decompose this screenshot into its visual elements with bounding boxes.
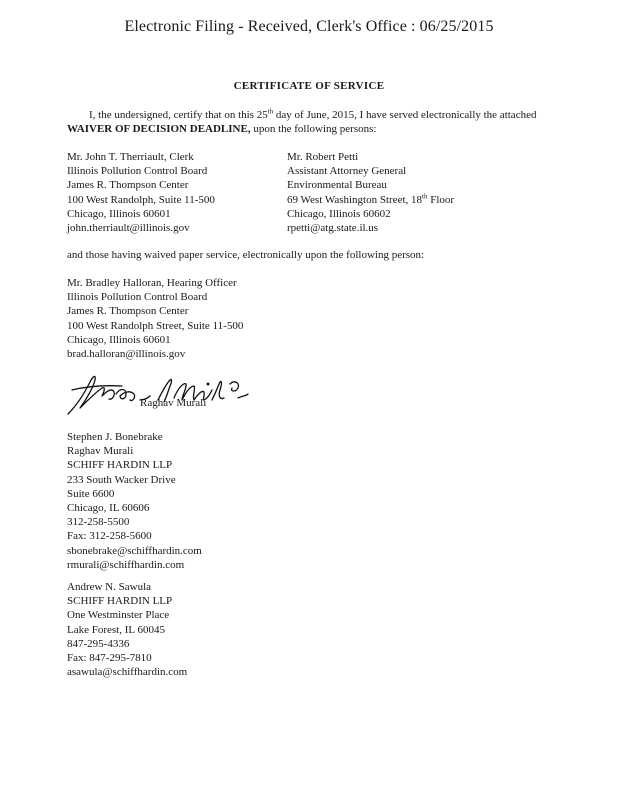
address-line: Environmental Bureau: [287, 179, 387, 192]
signer-name: Raghav Murali: [140, 397, 207, 409]
counsel-line: 847-295-4336: [67, 637, 130, 650]
recipient-attorney-general: [287, 150, 454, 235]
counsel-line: Raghav Murali: [67, 445, 134, 458]
address-line: [287, 193, 454, 207]
address-line: 100 West Randolph, Suite 11-500: [67, 193, 215, 206]
floor-text: Floor: [427, 193, 455, 206]
counsel-line: 233 South Wacker Drive: [67, 473, 176, 486]
recipient-hearing-officer: [67, 276, 243, 361]
address-line: Illinois Pollution Control Board: [67, 165, 208, 178]
counsel-line: Fax: 312-258-5600: [67, 530, 152, 543]
counsel-line: One Westminster Place: [67, 609, 170, 622]
email-line: sbonebrake@schiffhardin.com: [67, 544, 202, 557]
address-line: Mr. Robert Petti: [287, 151, 359, 163]
document-title: CERTIFICATE OF SERVICE: [233, 80, 385, 92]
address-line: James R. Thompson Center: [67, 305, 189, 318]
counsel-line: Suite 6600: [67, 487, 115, 500]
address-line: Chicago, Illinois 60602: [287, 207, 391, 220]
email-line: john.therriault@illinois.gov: [67, 222, 190, 235]
counsel-block-lake-forest: [67, 580, 187, 679]
address-line: James R. Thompson Center: [67, 179, 189, 192]
counsel-line: SCHIFF HARDIN LLP: [67, 459, 173, 472]
email-line: rpetti@atg.state.il.us: [287, 222, 379, 235]
counsel-line: Stephen J. Bonebrake: [67, 431, 163, 443]
recipient-clerk: [67, 150, 215, 235]
address-line: Assistant Attorney General: [287, 165, 407, 178]
email-line: brad.halloran@illinois.gov: [67, 348, 186, 361]
address-line: Illinois Pollution Control Board: [67, 291, 208, 304]
counsel-line: Lake Forest, IL 60045: [67, 623, 165, 636]
counsel-line: Fax: 847-295-7810: [67, 652, 152, 665]
intro-text-3: upon the following persons:: [250, 123, 377, 135]
filing-header: Electronic Filing - Received, Clerk's Office : 06/25/2015: [124, 18, 494, 35]
counsel-block-chicago: [67, 430, 202, 572]
address-line: Chicago, Illinois 60601: [67, 207, 171, 220]
email-line: rmurali@schiffhardin.com: [67, 558, 185, 571]
counsel-line: 312-258-5500: [67, 516, 130, 529]
counsel-line: Andrew N. Sawula: [67, 581, 152, 593]
counsel-line: SCHIFF HARDIN LLP: [67, 595, 173, 608]
email-line: asawula@schiffhardin.com: [67, 666, 188, 679]
waived-service-text: and those having waived paper service, electronically upon the following person:: [67, 249, 425, 261]
counsel-line: Chicago, IL 60606: [67, 502, 150, 515]
intro-superscript: th: [267, 107, 274, 116]
address-line: Chicago, Illinois 60601: [67, 333, 171, 346]
intro-paragraph: [67, 108, 547, 136]
intro-text-2: day of June, 2015, I have served electronically the attached: [273, 109, 537, 121]
address-line: Mr. John T. Therriault, Clerk: [67, 151, 194, 163]
floor-superscript: th: [422, 191, 428, 200]
intro-text-1: I, the undersigned, certify that on this 25: [89, 109, 268, 121]
address-line: Mr. Bradley Halloran, Hearing Officer: [67, 277, 237, 289]
street-text: 69 West Washington Street, 18: [287, 193, 423, 206]
document-name: WAIVER OF DECISION DEADLINE,: [67, 123, 251, 135]
address-line: 100 West Randolph Street, Suite 11-500: [67, 319, 244, 332]
